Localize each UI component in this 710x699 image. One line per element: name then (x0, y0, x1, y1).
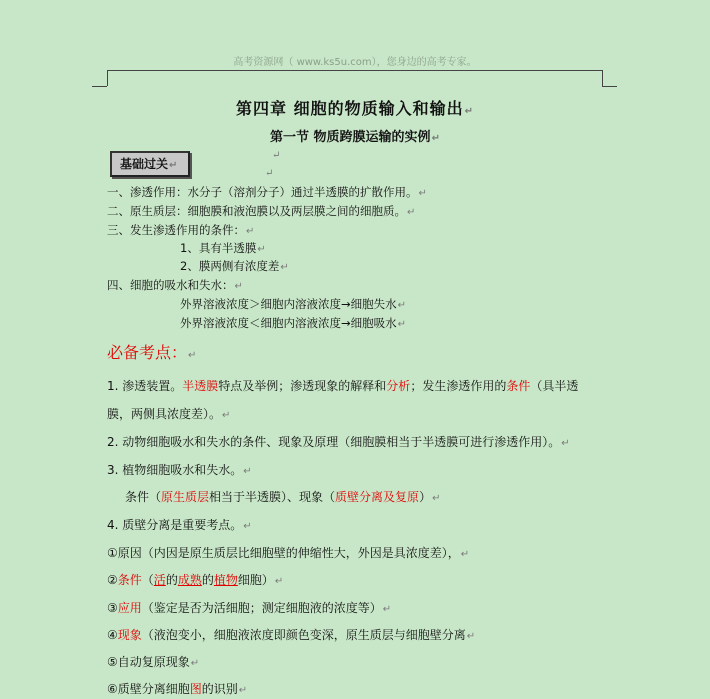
point-4-condition: ②条件（活的成熟的植物细胞）↵ (107, 573, 284, 587)
margin-corner-left (107, 70, 108, 86)
basics-item-2: 二、原生质层：细胞膜和液泡膜以及两层膜之间的细胞质。↵ (107, 204, 416, 218)
basics-subitem-2: 2、膜两侧有浓度差↵ (180, 259, 289, 273)
must-points-title: 必备考点：↵ (107, 343, 197, 362)
basics-item-3: 三、发生渗透作用的条件：↵ (107, 223, 255, 237)
point-1-line-1: 1. 渗透装置。半透膜特点及举例；渗透现象的解释和分析；发生渗透作用的条件（具半透 (107, 379, 579, 393)
point-4-phenomenon: ④现象（液泡变小，细胞液浓度即颜色变深，原生质层与细胞壁分离↵ (107, 628, 476, 642)
margin-corner-right-tick (602, 86, 617, 87)
paragraph-mark: ↵ (272, 150, 281, 161)
point-4-application: ③应用（鉴定是否为活细胞；测定细胞液的浓度等）↵ (107, 601, 392, 615)
basics-subitem-3: 外界溶液浓度＞细胞内溶液浓度→细胞失水↵ (180, 297, 407, 311)
point-4-recovery: ⑤自动复原现象↵ (107, 655, 200, 669)
basics-subitem-4: 外界溶液浓度＜细胞内溶液浓度→细胞吸水↵ (180, 316, 407, 330)
paragraph-mark: ↵ (431, 133, 440, 144)
basics-item-1: 一、渗透作用：水分子（溶剂分子）通过半透膜的扩散作用。↵ (107, 185, 427, 199)
point-3: 3. 植物细胞吸水和失水。↵ (107, 463, 252, 477)
paragraph-mark: ↵ (169, 160, 178, 171)
margin-corner-left-tick (92, 86, 107, 87)
basics-item-4: 四、细胞的吸水和失水：↵ (107, 278, 243, 292)
point-4-cause: ①原因（内因是原生质层比细胞壁的伸缩性大，外因是具浓度差），↵ (107, 546, 470, 560)
header-note: 高考资源网（ www.ks5u.com），您身边的高考专家。 (233, 57, 477, 68)
basics-subitem-1: 1、具有半透膜↵ (180, 241, 266, 255)
point-4: 4. 质壁分离是重要考点。↵ (107, 518, 252, 532)
margin-corner-right (602, 70, 603, 86)
paragraph-mark: ↵ (265, 168, 274, 179)
point-1-line-2: 膜，两侧具浓度差）。↵ (107, 407, 231, 421)
point-3-detail: 条件（原生质层相当于半透膜）、现象（质壁分离及复原）↵ (125, 490, 441, 504)
paragraph-mark: ↵ (464, 106, 474, 117)
section-title: 第一节 物质跨膜运输的实例↵ (270, 130, 440, 145)
chapter-title: 第四章 细胞的物质输入和输出↵ (236, 99, 474, 118)
header-rule (107, 70, 602, 71)
point-2: 2. 动物细胞吸水和失水的条件、现象及原理（细胞膜相当于半透膜可进行渗透作用）。↵ (107, 435, 570, 449)
basics-label-box: 基础过关↵ (110, 151, 190, 177)
point-4-identification: ⑥质壁分离细胞图的识别↵ (107, 682, 248, 696)
